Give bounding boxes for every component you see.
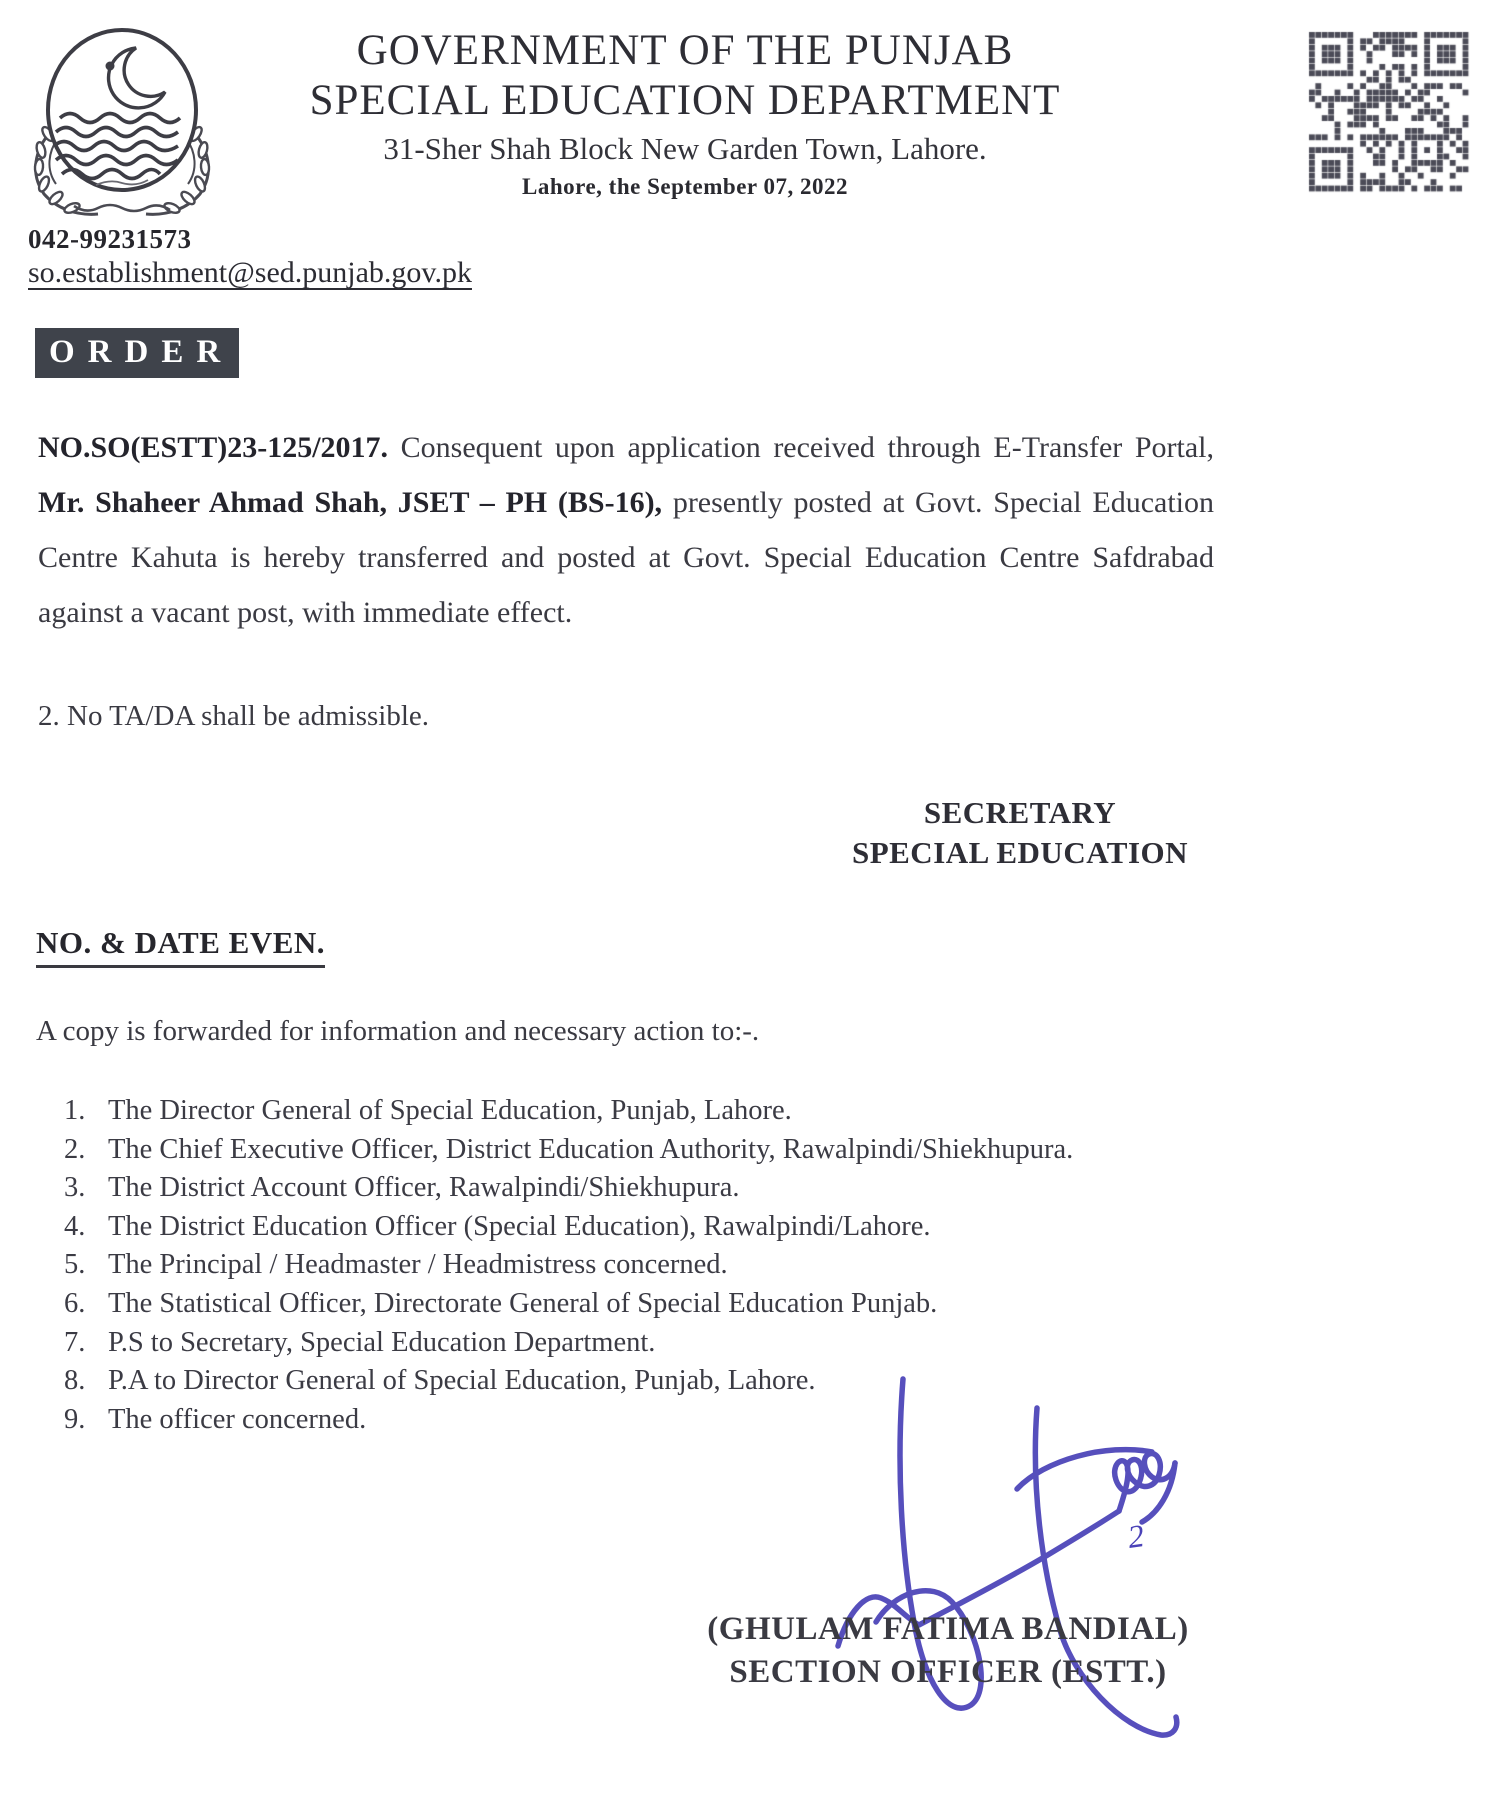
list-item-number: 4.	[64, 1210, 86, 1242]
list-item	[64, 1401, 1304, 1440]
email-address: so.establishment@sed.punjab.gov.pk	[28, 256, 472, 289]
order-paragraph	[38, 420, 1214, 640]
list-item-number: 1.	[64, 1095, 86, 1126]
copy-forwarded-line: A copy is forwarded for information and necessary action to:-.	[36, 1015, 760, 1047]
list-item	[64, 1285, 1304, 1324]
secretary-line1: SECRETARY	[923, 795, 1117, 830]
list-item	[64, 1092, 1304, 1131]
list-item-number: 9.	[64, 1403, 86, 1435]
list-item-number: 8.	[64, 1365, 86, 1397]
list-item-text: The District Account Officer, Rawalpindi/Shiekhupura.	[108, 1172, 740, 1204]
list-item	[64, 1169, 1304, 1208]
list-item	[64, 1324, 1304, 1363]
list-item-number: 5.	[64, 1249, 86, 1281]
secretary-line2: SPECIAL EDUCATION	[851, 835, 1189, 870]
list-item-text: The District Education Officer (Special Education), Rawalpindi/Lahore.	[108, 1210, 931, 1242]
list-item-text: P.A to Director General of Special Education, Punjab, Lahore.	[108, 1365, 816, 1397]
order-text-1: Consequent upon application received through E-Transfer Portal,	[388, 431, 1214, 464]
list-item-number: 2.	[64, 1133, 86, 1165]
list-item	[64, 1246, 1304, 1285]
letterhead	[240, 26, 1130, 200]
clause-no-tada: 2. No TA/DA shall be admissible.	[38, 700, 430, 732]
department-title-line1: GOVERNMENT OF THE PUNJAB	[356, 27, 1014, 74]
list-item	[64, 1208, 1304, 1247]
transferred-officer-name: Mr. Shaheer Ahmad Shah, JSET – PH (BS-16),	[38, 486, 663, 519]
department-title-line2: SPECIAL EDUCATION DEPARTMENT	[309, 77, 1061, 124]
list-item-text: The Chief Executive Officer, District Education Authority, Rawalpindi/Shiekhupura.	[108, 1133, 1074, 1165]
secretary-signatory	[845, 793, 1195, 873]
section-officer-block	[698, 1608, 1198, 1694]
list-item	[64, 1362, 1304, 1401]
signatory-name: (GHULAM FATIMA BANDIAL)	[707, 1611, 1189, 1647]
list-item-text: P.S to Secretary, Special Education Department.	[108, 1326, 656, 1358]
list-item	[64, 1131, 1304, 1170]
no-and-date-heading: NO. & DATE EVEN.	[36, 925, 325, 968]
list-item-number: 6.	[64, 1287, 86, 1319]
qr-code	[1303, 30, 1479, 198]
list-item-text: The officer concerned.	[108, 1403, 367, 1435]
punjab-government-crest-icon	[14, 22, 230, 218]
signature-annotation: 2	[1125, 1517, 1147, 1555]
order-heading: ORDER	[35, 328, 239, 378]
issue-date: Lahore, the September 07, 2022	[522, 174, 848, 199]
phone-number: 042-99231573	[28, 224, 192, 254]
list-item-text: The Statistical Officer, Directorate General of Special Education Punjab.	[108, 1287, 938, 1319]
list-item-number: 7.	[64, 1326, 86, 1358]
reference-number: NO.SO(ESTT)23-125/2017.	[38, 431, 389, 464]
list-item-text: The Director General of Special Education, Punjab, Lahore.	[108, 1095, 792, 1126]
recipient-list	[64, 1092, 1304, 1439]
order-text-2: presently posted at Govt. Special Education Centre Kahuta is hereby transferred and posted at Govt. Special Education Centre Safdrabad against a vacant post, with immediate effect.	[38, 486, 1214, 629]
list-item-text: The Principal / Headmaster / Headmistress concerned.	[108, 1249, 728, 1281]
signatory-title: SECTION OFFICER (ESTT.)	[729, 1654, 1167, 1690]
list-item-number: 3.	[64, 1172, 86, 1204]
department-address: 31-Sher Shah Block New Garden Town, Lahore.	[383, 131, 987, 166]
